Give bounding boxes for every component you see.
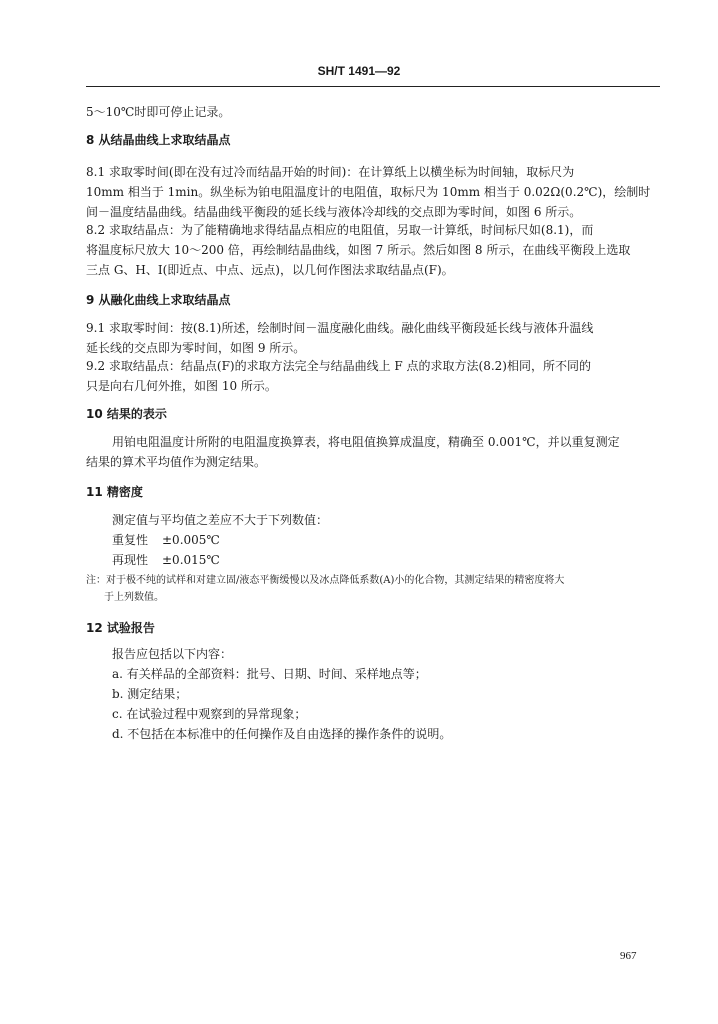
precision-block xyxy=(86,510,662,570)
text-line: 延长线的交点即为零时间，如图 9 所示。 xyxy=(86,341,306,355)
standard-code-header: SH/T 1491—92 xyxy=(317,64,401,78)
text-line: 8.1 求取零时间(即在没有过冷而结晶开始的时间)：在计算纸上以横坐标为时间轴，取标尺为 xyxy=(86,165,575,179)
list-item: c. 在试验过程中观察到的异常现象； xyxy=(112,707,307,721)
text-line: 三点 G、H、I(即近点、中点、远点)，以几何作图法求取结晶点(F)。 xyxy=(86,263,454,277)
precision-lead: 测定值与平均值之差应不大于下列数值： xyxy=(112,513,329,527)
repeatability-value: ±0.005℃ xyxy=(162,533,220,547)
header-rule xyxy=(86,86,660,87)
list-item: d. 不包括在本标准中的任何操作及自由选择的操作条件的说明。 xyxy=(112,727,452,741)
reproducibility-label: 再现性 xyxy=(112,553,149,567)
text-line: 9.2 求取结晶点：结晶点(F)的求取方法完全与结晶曲线上 F 点的求取方法(8.2)相同，所不同的 xyxy=(86,359,591,373)
text-line: 结果的算术平均值作为测定结果。 xyxy=(86,455,267,469)
text-line: 间－温度结晶曲线。结晶曲线平衡段的延长线与液体冷却线的交点即为零时间，如图 6 所示。 xyxy=(86,205,582,219)
repeatability-row xyxy=(112,530,662,550)
list-item: b. 测定结果； xyxy=(112,687,188,701)
text-line: 将温度标尺放大 10～200 倍，再绘制结晶曲线，如图 7 所示。然后如图 8 所示，在曲线平衡段上选取 xyxy=(86,243,631,257)
report-lead: 报告应包括以下内容： xyxy=(112,647,233,661)
section-8-1-paragraph xyxy=(86,162,662,222)
section-10-paragraph xyxy=(86,432,662,472)
intro-line: 5～10℃时即可停止记录。 xyxy=(86,105,231,119)
text-line: 8.2 求取结晶点：为了能精确地求得结晶点相应的电阻值，另取一计算纸，时间标尺如(8.1)，而 xyxy=(86,223,594,237)
section-9-heading: 9 从融化曲线上求取结晶点 xyxy=(86,293,231,307)
page-number: 967 xyxy=(620,950,637,962)
list-item: a. 有关样品的全部资料：批号、日期、时间、采样地点等； xyxy=(112,667,427,681)
note-line: 于上列数值。 xyxy=(104,592,164,603)
precision-note xyxy=(86,572,662,606)
section-10-heading: 10 结果的表示 xyxy=(86,407,167,421)
report-list xyxy=(86,644,662,744)
section-8-2-paragraph xyxy=(86,220,662,280)
section-9-1-paragraph xyxy=(86,318,662,358)
reproducibility-row xyxy=(112,550,662,570)
section-8-heading: 8 从结晶曲线上求取结晶点 xyxy=(86,133,231,147)
section-9-2-paragraph xyxy=(86,356,662,396)
text-line: 用铂电阻温度计所附的电阻温度换算表，将电阻值换算成温度，精确至 0.001℃，并以重复测定 xyxy=(112,435,620,449)
reproducibility-value: ±0.015℃ xyxy=(162,553,220,567)
section-12-heading: 12 试验报告 xyxy=(86,621,155,635)
section-11-heading: 11 精密度 xyxy=(86,485,143,499)
text-line: 10mm 相当于 1min。纵坐标为铂电阻温度计的电阻值，取标尺为 10mm 相当于 0.02Ω(0.2℃)，绘制时 xyxy=(86,185,651,199)
repeatability-label: 重复性 xyxy=(112,533,149,547)
text-line: 9.1 求取零时间：按(8.1)所述，绘制时间－温度融化曲线。融化曲线平衡段延长线与液体升温线 xyxy=(86,321,594,335)
text-line: 只是向右几何外推，如图 10 所示。 xyxy=(86,379,277,393)
note-line: 注：对于极不纯的试样和对建立固/液态平衡缓慢以及冰点降低系数(A)小的化合物，其测定结果的精密度将大 xyxy=(86,575,565,586)
